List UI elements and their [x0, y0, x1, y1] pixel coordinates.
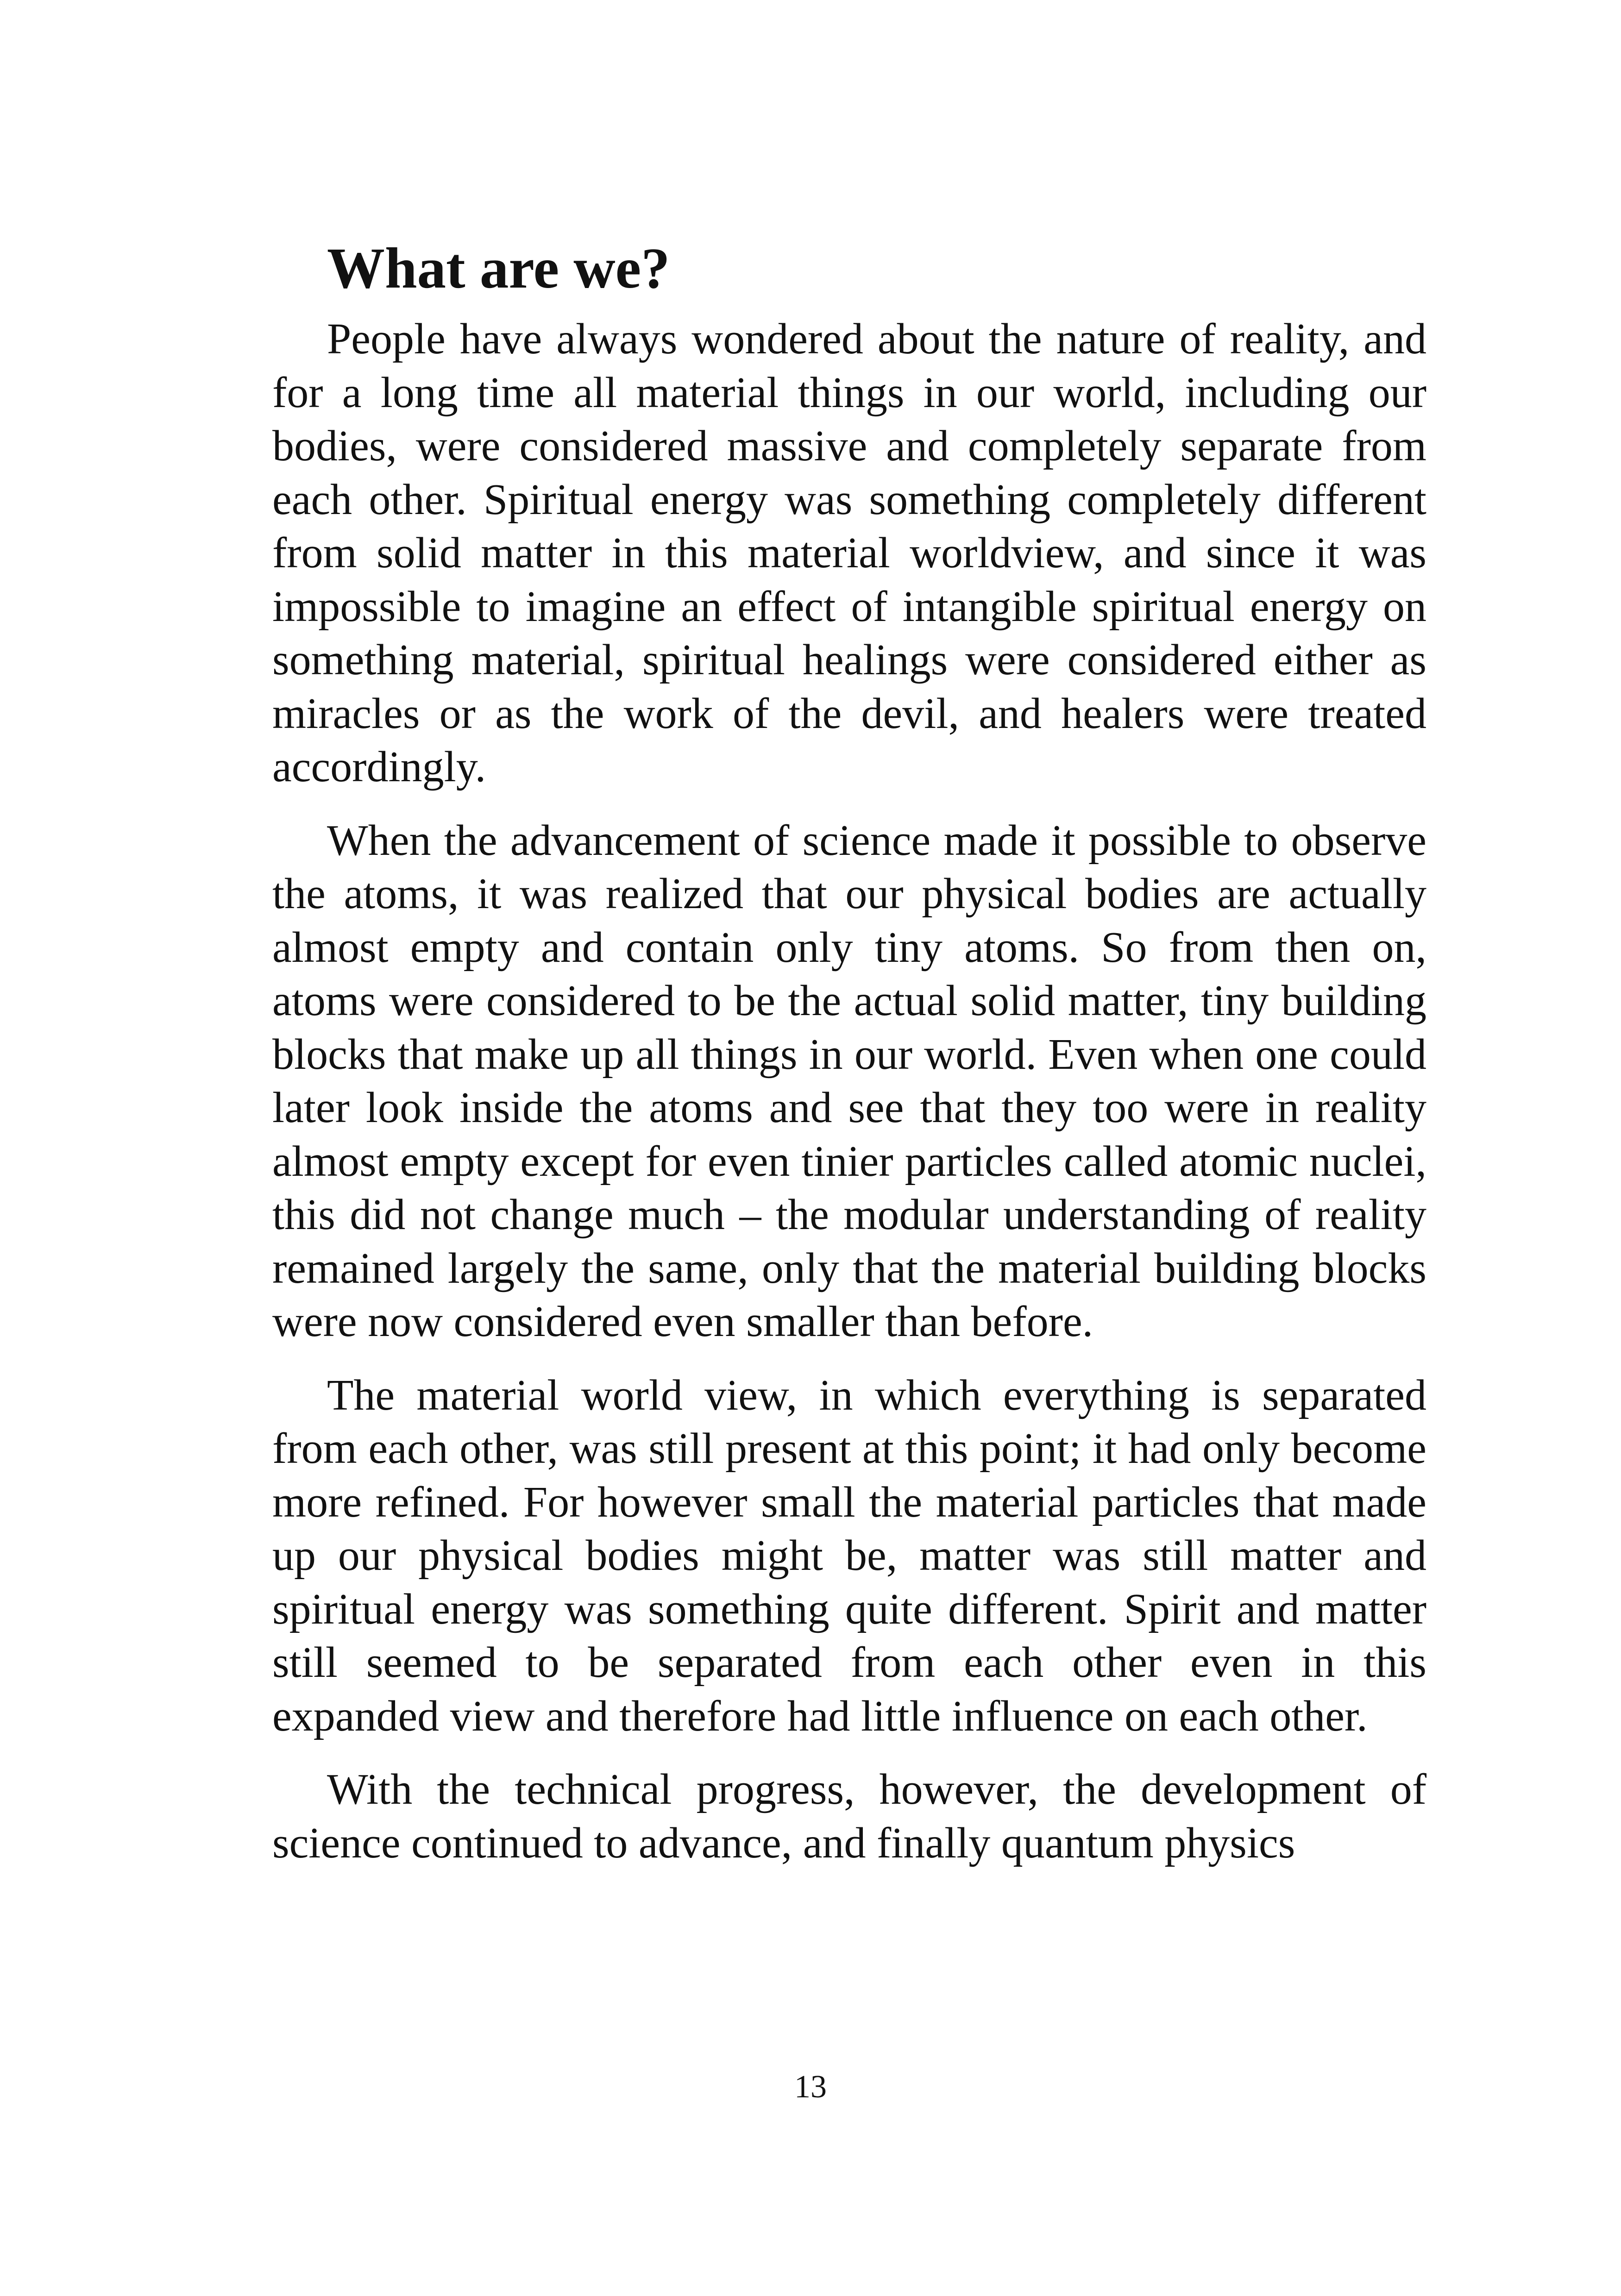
paragraph: With the technical progress, however, the development of science continued to advance, and finally quantum physics: [272, 1765, 1426, 1867]
chapter-title: What are we?: [327, 237, 670, 301]
page-number: 13: [794, 2069, 827, 2105]
page-body: [272, 234, 1426, 1890]
paragraph: People have always wondered about the nature of reality, and for a long time all material things in our world, including our bodies, were considered massive and completely separate from each other. Spiritual energy was something completely different from solid matter in this material worldview, and since it was impossible to imagine an effect of intangible spiritual energy on something material, spiritual healings were considered either as miracles or as the work of the devil, and healers were treated accordingly.: [272, 315, 1426, 791]
paragraph: The material world view, in which everything is separated from each other, was still present at this point; it had only become more refined. For however small the material particles that made up our physical bodies might be, matter was still matter and spiritual energy was something quite different. Spirit and matter still seemed to be separated from each other even in this expanded view and therefore had little influence on each other.: [272, 1371, 1426, 1740]
paragraph: When the advancement of science made it possible to observe the atoms, it was realized that our physical bodies are actually almost empty and contain only tiny atoms. So from then on, atoms were considered to be the actual solid matter, tiny building blocks that make up all things in our world. Even when one could later look inside the atoms and see that they too were in reality almost empty except for even tinier particles called atomic nuclei, this did not change much – the modular understanding of reality remained largely the same, only that the material building blocks were now considered even smaller than before.: [272, 816, 1426, 1346]
